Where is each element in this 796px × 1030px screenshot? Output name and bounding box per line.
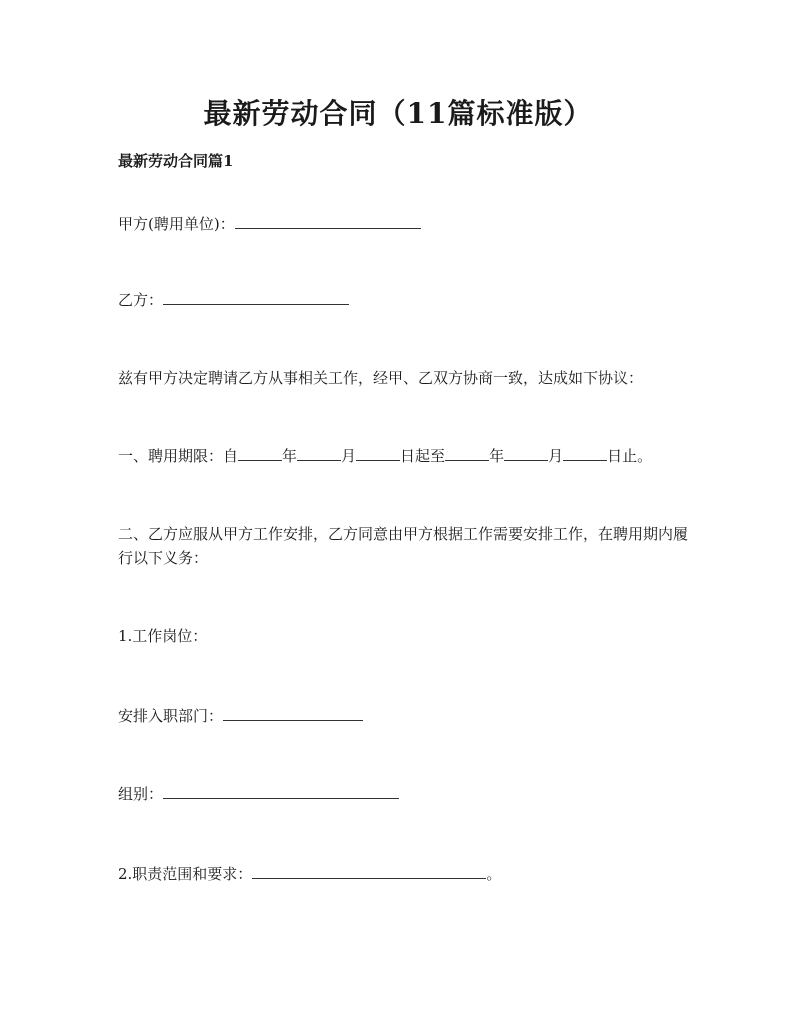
start-day-blank[interactable] bbox=[356, 445, 400, 461]
term-month: 月 bbox=[341, 447, 357, 465]
department-blank[interactable] bbox=[223, 705, 363, 721]
party-a-line bbox=[118, 212, 421, 236]
end-month-blank[interactable] bbox=[504, 445, 548, 461]
duties-line bbox=[118, 862, 501, 886]
preamble: 兹有甲方决定聘请乙方从事相关工作，经甲、乙双方协商一致，达成如下协议： bbox=[118, 369, 644, 387]
duties-end: 。 bbox=[486, 865, 502, 883]
group-line bbox=[118, 782, 399, 806]
department-label: 安排入职部门： bbox=[118, 707, 224, 725]
department-line bbox=[118, 704, 363, 728]
end-year-blank[interactable] bbox=[445, 445, 489, 461]
party-b-label: 乙方： bbox=[118, 291, 164, 309]
term-prefix: 一、聘用期限：自 bbox=[118, 447, 239, 465]
party-a-label: 甲方(聘用单位)： bbox=[118, 215, 235, 233]
party-a-blank[interactable] bbox=[235, 213, 421, 229]
job-post: 1.工作岗位： bbox=[118, 627, 208, 645]
end-day-blank[interactable] bbox=[563, 445, 607, 461]
clause-two: 二、乙方应服从甲方工作安排，乙方同意由甲方根据工作需要安排工作，在聘用期内履行以下义务： bbox=[118, 525, 689, 567]
term-line bbox=[118, 444, 652, 468]
group-label: 组别： bbox=[118, 785, 164, 803]
duties-label: 2.职责范围和要求： bbox=[118, 865, 253, 883]
term-day-to: 日起至 bbox=[400, 447, 446, 465]
document-title: 最新劳动合同（11篇标准版） bbox=[203, 97, 593, 130]
section-heading: 最新劳动合同篇1 bbox=[118, 152, 234, 170]
term-day-end: 日止。 bbox=[607, 447, 653, 465]
party-b-line bbox=[118, 288, 349, 312]
group-blank[interactable] bbox=[163, 783, 399, 799]
term-year: 年 bbox=[282, 447, 298, 465]
term-month-2: 月 bbox=[548, 447, 564, 465]
party-b-blank[interactable] bbox=[163, 289, 349, 305]
start-year-blank[interactable] bbox=[238, 445, 282, 461]
duties-blank[interactable] bbox=[252, 863, 486, 879]
term-year-2: 年 bbox=[489, 447, 505, 465]
start-month-blank[interactable] bbox=[297, 445, 341, 461]
